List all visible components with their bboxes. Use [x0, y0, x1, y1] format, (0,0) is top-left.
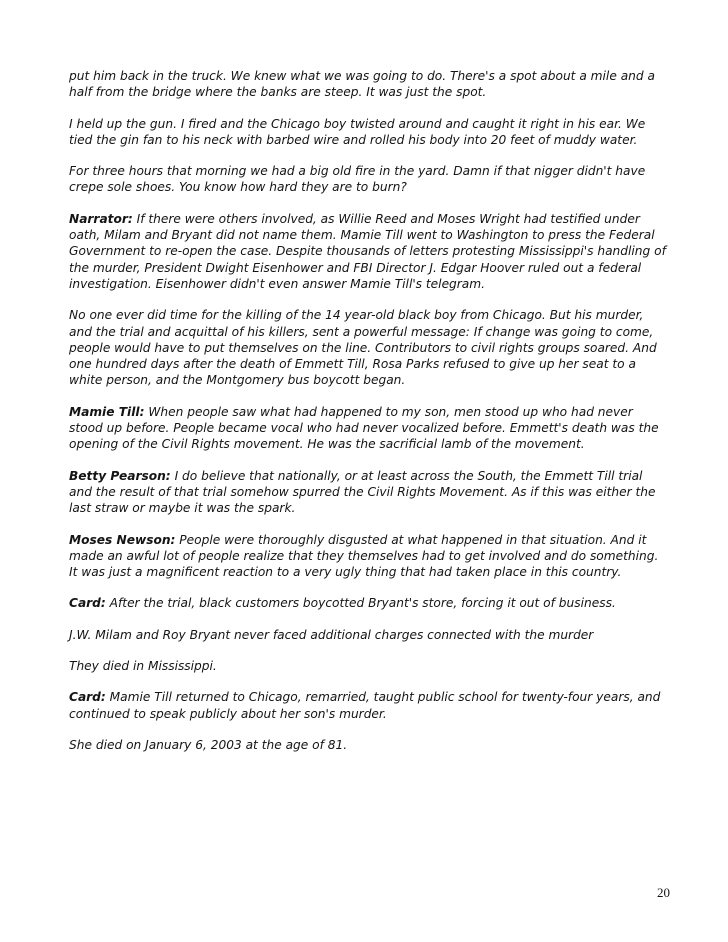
paragraph-text: They died in Mississippi. [69, 659, 217, 674]
paragraph-text: No one ever did time for the killing of the 14 year-old black boy from Chicago. But his murder, and the trial and acquittal of his killers, sent a powerful message: If change was going to come, people would have to put themselves on the line. Contributors to civil rights groups soared. And one hundred days after the death of Emmett Till, Rosa Parks refused to give up her seat to a white person, and the Montgomery bus boycott began. [69, 308, 657, 388]
paragraph [69, 404, 669, 453]
transcript-body [69, 68, 669, 768]
paragraph-text: People were thoroughly disgusted at what happened in that situation. And it made an awful lot of people realize that they themselves had to get involved and do something. It was just a magnificent reaction to a very ugly thing that had taken place in this country. [69, 532, 659, 580]
paragraph-text: When people saw what had happened to my son, men stood up who had never stood up before. People became vocal who had never vocalized before. Emmett's death was the opening of the Civil Rights movement. He was the sacrificial lamb of the movement. [69, 404, 659, 452]
paragraph-text: For three hours that morning we had a big old fire in the yard. Damn if that nigger didn't have crepe sole shoes. You know how hard they are to burn? [69, 164, 646, 195]
paragraph [69, 737, 669, 753]
page-number: 20 [657, 885, 670, 900]
paragraph-text: She died on January 6, 2003 at the age of 81. [69, 737, 348, 752]
paragraph-text: I held up the gun. I fired and the Chicago boy twisted around and caught it right in his ear. We tied the gin fan to his neck with barbed wire and rolled his body into 20 feet of muddy water. [69, 116, 646, 147]
speaker-label: Card: [69, 596, 106, 611]
paragraph [69, 68, 669, 101]
paragraph [69, 307, 669, 388]
paragraph-text: J.W. Milam and Roy Bryant never faced additional charges connected with the murder [69, 627, 594, 642]
paragraph [69, 116, 669, 149]
paragraph-text: If there were others involved, as Willie Reed and Moses Wright had testified under oath, Milam and Bryant did not name them. Mamie Till went to Washington to press the Federal Government to re-open the case. Despite thousands of letters protesting Mississippi's handling of the murder, President Dwight Eisenhower and FBI Director J. Edgar Hoover ruled out a federal investigation. Eisenhower didn't even answer Mamie Till's telegram. [69, 211, 666, 291]
speaker-label: Betty Pearson: [69, 468, 171, 483]
paragraph [69, 595, 669, 611]
paragraph [69, 468, 669, 517]
speaker-label: Card: [69, 690, 106, 705]
paragraph-text: After the trial, black customers boycotted Bryant's store, forcing it out of business. [109, 596, 616, 611]
paragraph-text: Mamie Till returned to Chicago, remarried, taught public school for twenty-four years, and continued to speak publicly about her son's murder. [69, 690, 661, 721]
paragraph [69, 689, 669, 722]
paragraph [69, 163, 669, 196]
speaker-label: Mamie Till: [69, 404, 145, 419]
paragraph-text: put him back in the truck. We knew what we was going to do. There's a spot about a mile and a half from the bridge where the banks are steep. It was just the spot. [69, 69, 655, 100]
speaker-label: Moses Newson: [69, 532, 176, 547]
paragraph [69, 658, 669, 674]
paragraph-text: I do believe that nationally, or at least across the South, the Emmett Till trial and the result of that trial somehow spurred the Civil Rights Movement. As if this was either the last straw or maybe it was the spark. [69, 468, 656, 516]
speaker-label: Narrator: [69, 211, 133, 226]
paragraph [69, 627, 669, 643]
paragraph [69, 211, 669, 292]
paragraph [69, 532, 669, 581]
